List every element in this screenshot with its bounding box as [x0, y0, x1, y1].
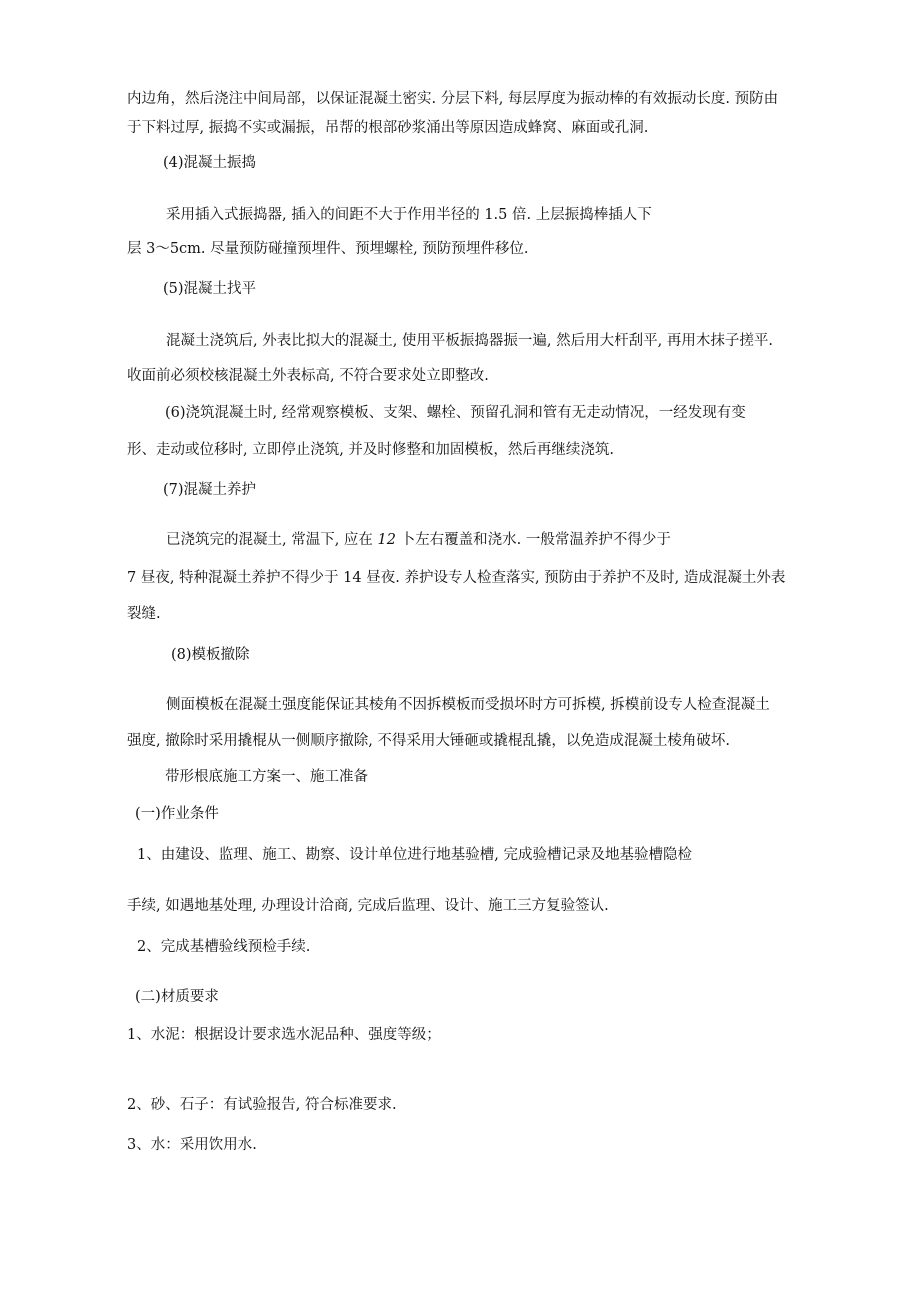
paragraph-line: 形、走动或位移时, 立即停止浇筑, 并及时修整和加固模板，然后再继续浇筑.: [127, 442, 615, 458]
paragraph-line: 裂缝.: [127, 606, 161, 622]
paragraph-line: 混凝土浇筑后, 外表比拟大的混凝土, 使用平板振捣器振一遍, 然后用大杆刮平, 再用木抹子搓平.: [166, 333, 773, 349]
paragraph-line: 层 3～5cm. 尽量预防碰撞预埋件、预埋螺栓, 预防预埋件移位.: [127, 241, 529, 257]
list-item: 1、由建设、监理、施工、勘察、设计单位进行地基验槽, 完成验槽记录及地基验槽隐检: [137, 847, 692, 863]
paragraph-line: 于下料过厚, 振捣不实或漏振，吊帮的根部砂浆涌出等原因造成蜂窝、麻面或孔洞.: [127, 120, 649, 136]
paragraph-line: 7 昼夜, 特种混凝土养护不得少于 14 昼夜. 养护设专人检查落实, 预防由于养护不及时, 造成混凝土外表: [127, 570, 786, 586]
paragraph-line: 收面前必须校核混凝土外表标高, 不符合要求处立即整改.: [127, 368, 489, 384]
list-item: 1、水泥：根据设计要求选水泥品种、强度等级；: [127, 1027, 441, 1043]
section-heading: (4)混凝土振捣: [163, 155, 257, 171]
text-run: 已浇筑完的混凝土, 常温下, 应在: [166, 532, 378, 548]
list-item: 3、水：采用饮用水.: [127, 1137, 257, 1153]
text-run-italic: 12: [377, 532, 396, 548]
paragraph-line: (6)浇筑混凝土时, 经常观察模板、支架、螺栓、预留孔洞和管有无走动情况，一经发现有变: [165, 405, 746, 421]
paragraph-line: 采用插入式振捣器, 插入的间距不大于作用半径的 1.5 倍. 上层振捣棒插人下: [166, 207, 652, 223]
list-item: 2、完成基槽验线预检手续.: [137, 939, 311, 955]
subsection-heading: (二)材质要求: [135, 989, 219, 1005]
section-heading: (7)混凝土养护: [163, 482, 257, 498]
list-item-continuation: 手续, 如遇地基处理, 办理设计洽商, 完成后监理、设计、施工三方复验签认.: [127, 898, 609, 914]
paragraph-line: 内边角，然后浇注中间局部，以保证混凝土密实. 分层下料, 每层厚度为振动棒的有效振动长度. 预防由: [127, 91, 779, 107]
paragraph-line: 侧面模板在混凝土强度能保证其棱角不因拆模板而受损坏时方可拆模, 拆模前设专人检查混凝土: [166, 697, 770, 713]
subsection-heading: (一)作业条件: [135, 806, 219, 822]
list-item: 2、砂、石子：有试验报告, 符合标准要求.: [127, 1097, 397, 1113]
title-heading: 带形根底施工方案一、施工准备: [165, 769, 368, 785]
text-run: 卜左右覆盖和浇水. 一般常温养护不得少于: [396, 532, 671, 548]
section-heading: (8)模板撤除: [171, 647, 250, 663]
section-heading: (5)混凝土找平: [163, 281, 257, 297]
paragraph-line: [166, 530, 671, 550]
paragraph-line: 强度, 撤除时采用撬棍从一侧顺序撤除, 不得采用大锤砸或撬棍乱撬，以免造成混凝土棱角破坏.: [127, 733, 731, 749]
